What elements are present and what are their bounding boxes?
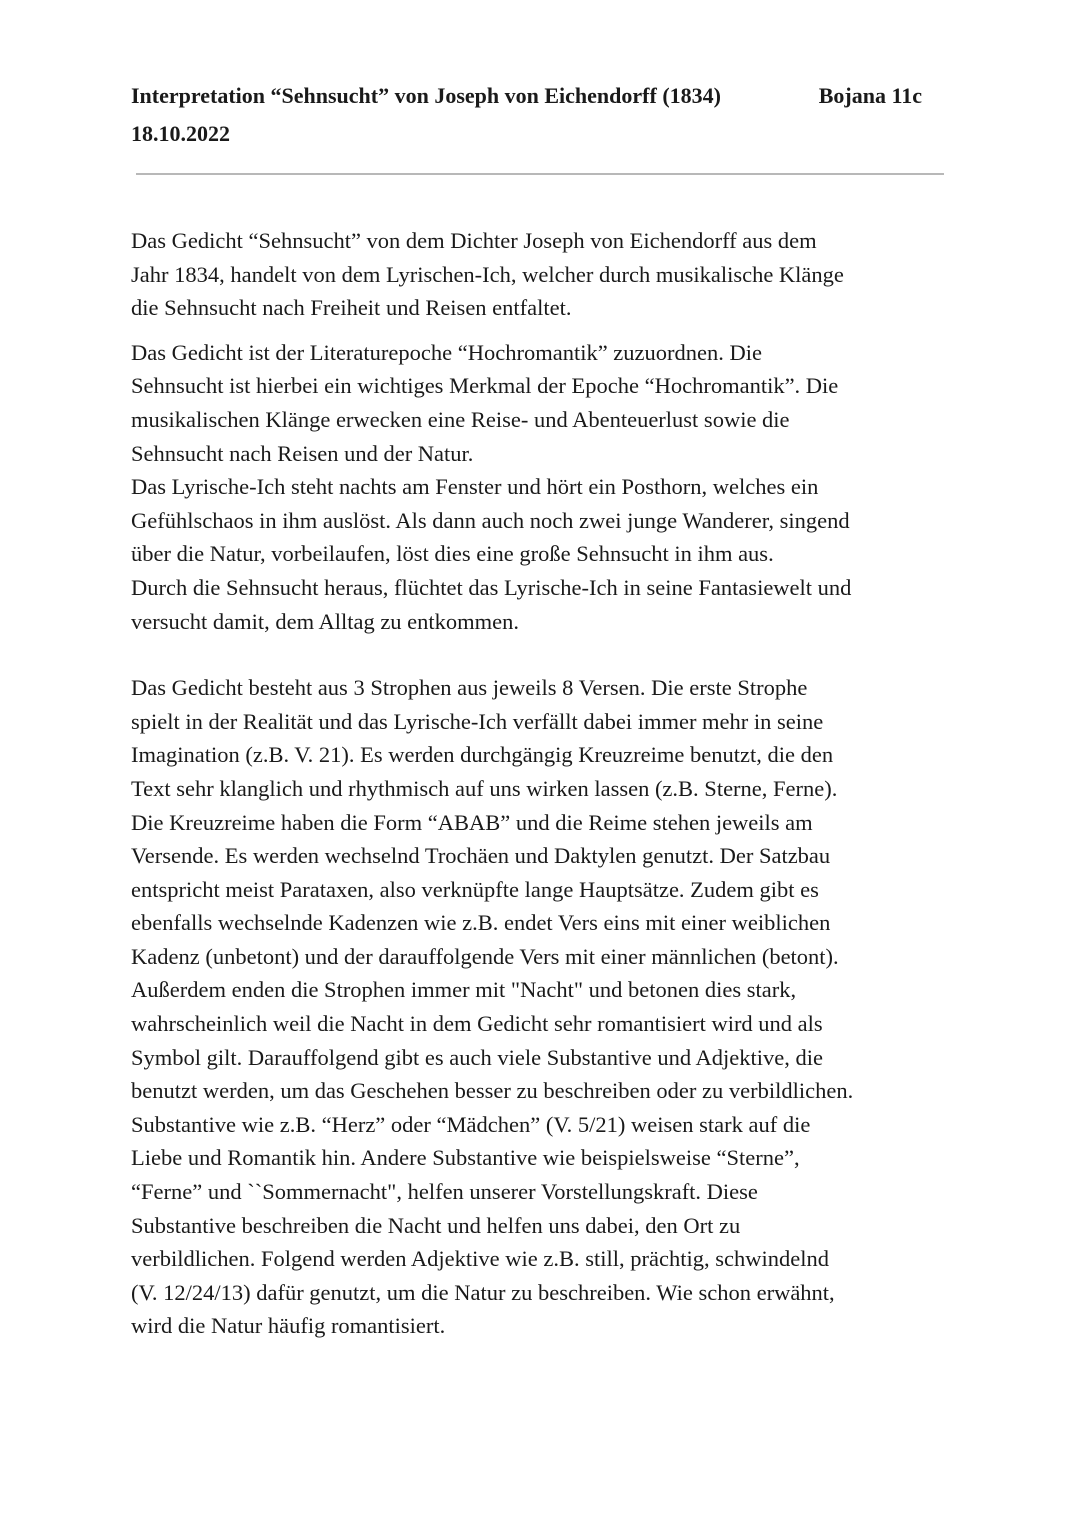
document-title: Interpretation “Sehnsucht” von Joseph von Eichendorff (1834) — [131, 83, 721, 108]
text-line: Kadenz (unbetont) und der darauffolgende Vers mit einer männlichen (betont). — [131, 943, 839, 969]
text-line: Sehnsucht nach Reisen und der Natur. — [131, 440, 474, 466]
document-date: 18.10.2022 — [131, 121, 230, 146]
document-header — [131, 78, 922, 114]
text-line: Symbol gilt. Darauffolgend gibt es auch viele Substantive und Adjektive, die — [131, 1044, 823, 1070]
paragraph-intro — [131, 224, 951, 325]
text-line: entspricht meist Parataxen, also verknüpfte lange Hauptsätze. Zudem gibt es — [131, 876, 819, 902]
text-line: Text sehr klanglich und rhythmisch auf uns wirken lassen (z.B. Sterne, Ferne). — [131, 775, 838, 801]
text-line: wird die Natur häufig romantisiert. — [131, 1313, 446, 1339]
text-line: ebenfalls wechselnde Kadenzen wie z.B. endet Vers eins mit einer weiblichen — [131, 910, 831, 936]
text-line: spielt in der Realität und das Lyrische-Ich verfällt dabei immer mehr in seine — [131, 708, 824, 734]
paragraph-analysis — [131, 671, 951, 1343]
text-line: Das Lyrische-Ich steht nachts am Fenster und hört ein Posthorn, welches ein — [131, 474, 819, 500]
text-line: Das Gedicht “Sehnsucht” von dem Dichter Joseph von Eichendorff aus dem — [131, 228, 817, 253]
text-line: Substantive beschreiben die Nacht und helfen uns dabei, den Ort zu — [131, 1212, 741, 1238]
text-line: benutzt werden, um das Geschehen besser zu beschreiben oder zu verbildlichen. — [131, 1078, 854, 1104]
text-line: Imagination (z.B. V. 21). Es werden durchgängig Kreuzreime benutzt, die den — [131, 742, 834, 768]
text-line: Substantive wie z.B. “Herz” oder “Mädchen” (V. 5/21) weisen stark auf die — [131, 1111, 811, 1137]
text-line: über die Natur, vorbeilaufen, löst dies eine große Sehnsucht in ihm aus. — [131, 541, 774, 567]
text-line: Gefühlschaos in ihm auslöst. Als dann auch noch zwei junge Wanderer, singend — [131, 507, 850, 533]
text-line: die Sehnsucht nach Freiheit und Reisen entfaltet. — [131, 295, 572, 321]
author-name: Bojana 11c — [818, 83, 922, 108]
text-line: Jahr 1834, handelt von dem Lyrischen-Ich, welcher durch musikalische Klänge — [131, 261, 844, 287]
header-divider — [136, 173, 944, 175]
text-line: Die Kreuzreime haben die Form “ABAB” und die Reime stehen jeweils am — [131, 809, 813, 835]
text-line: Versende. Es werden wechselnd Trochäen und Daktylen genutzt. Der Satzbau — [131, 843, 831, 869]
text-line: Liebe und Romantik hin. Andere Substantive wie beispielsweise “Sterne”, — [131, 1145, 800, 1171]
text-line: “Ferne” und ``Sommernacht", helfen unserer Vorstellungskraft. Diese — [131, 1179, 758, 1205]
paragraph-epoch — [131, 336, 951, 638]
text-line: verbildlichen. Folgend werden Adjektive wie z.B. still, prächtig, schwindelnd — [131, 1246, 829, 1272]
text-line: wahrscheinlich weil die Nacht in dem Gedicht sehr romantisiert wird und als — [131, 1011, 823, 1037]
document-body — [131, 224, 951, 1343]
text-line: Das Gedicht ist der Literaturepoche “Hochromantik” zuzuordnen. Die — [131, 339, 762, 365]
text-line: Außerdem enden die Strophen immer mit "Nacht" und betonen dies stark, — [131, 977, 797, 1003]
text-line: Das Gedicht besteht aus 3 Strophen aus jeweils 8 Versen. Die erste Strophe — [131, 675, 808, 701]
text-line: musikalischen Klänge erwecken eine Reise- und Abenteuerlust sowie die — [131, 406, 790, 432]
document-page — [131, 78, 951, 1339]
text-line: (V. 12/24/13) dafür genutzt, um die Natur zu beschreiben. Wie schon erwähnt, — [131, 1279, 835, 1305]
text-line: Durch die Sehnsucht heraus, flüchtet das Lyrische-Ich in seine Fantasiewelt und — [131, 574, 852, 600]
text-line: versucht damit, dem Alltag zu entkommen. — [131, 608, 520, 634]
text-line: Sehnsucht ist hierbei ein wichtiges Merkmal der Epoche “Hochromantik”. Die — [131, 373, 839, 399]
